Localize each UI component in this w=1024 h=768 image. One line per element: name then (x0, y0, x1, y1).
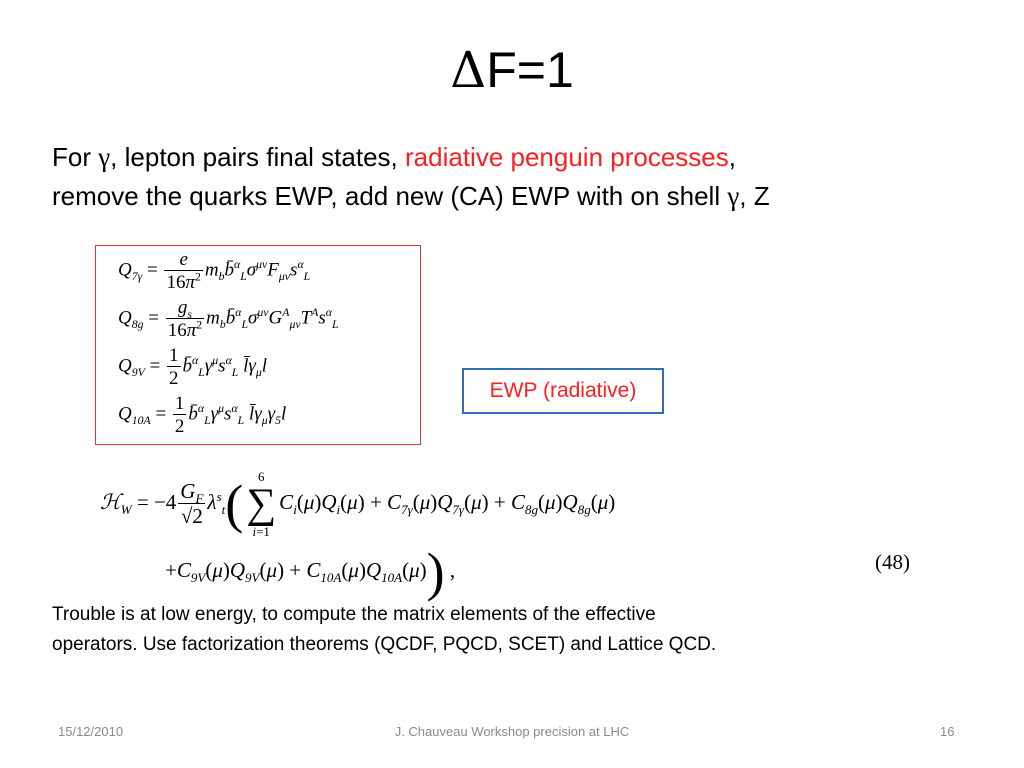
equation-q9v: $Q_{9V}$ = $\frac{1}{2}$ $b̄^\alpha_L\gamma^\mu s^\alpha_L$ $l̄\gamma_\mu l$ (118, 345, 268, 389)
ewp-radiative-label: EWP (radiative) (462, 368, 664, 414)
equation-q8g: $Q_{8g}$ = $\frac{g_s}{16\pi^2}$ $m_bb̄^\alpha_L\sigma^{\mu\nu}G^A_{\mu\nu}T^As^\alpha_L$ (118, 297, 339, 341)
equation-q10a: $Q_{10A}$ = $\frac{1}{2}$ $b̄^\alpha_L\gamma^\mu s^\alpha_L$ $l̄\gamma_\mu\gamma_5l$ (118, 393, 287, 437)
bullet-part: remove the quarks EWP, add new (CA) EWP with on shell (52, 181, 728, 211)
slide-title (0, 40, 1024, 100)
bullet-part: , lepton pairs final states, (110, 142, 405, 172)
equation-q7gamma: $Q_{7\gamma}$ = $\frac{e}{16\pi^2}$ $m_bb̄^\alpha_L\sigma^{\mu\nu}F_{\mu\nu}s^\alpha_L$ (118, 249, 311, 293)
title-delta-symbol: Δ (450, 41, 487, 99)
hamiltonian-line-1: ℋ$_W$ = −4 $\frac{G_F}{√2}$ $\lambda^s_t$( 6 ∑ i=1 $C_i(\mu)Q_i(\mu) + C_{7\gamma}(\mu)Q_{7\gamma}(\mu) + C_{8g}(\mu)Q_{8g}(\mu)$ (100, 469, 616, 539)
bullet-part: , (728, 142, 736, 172)
highlight-text: radiative penguin processes (405, 142, 729, 172)
bullet-part: For (52, 142, 99, 172)
hamiltonian-line-2: $+C_{9V}(\mu)Q_{9V}(\mu) + C_{10A}(\mu)Q_{10A}(\mu)$) , (165, 542, 456, 602)
footer-page-number: 16 (940, 724, 955, 739)
bullet-part: , Z (739, 181, 770, 211)
footer-date: 15/12/2010 (58, 724, 124, 739)
footer-title: J. Chauveau Workshop precision at LHC (394, 724, 630, 739)
note-line: Trouble is at low energy, to compute the matrix elements of the effective (52, 604, 656, 625)
gamma-symbol: γ (98, 142, 111, 172)
bullet-text (52, 138, 972, 216)
note-text (52, 600, 952, 660)
gamma-symbol: γ (727, 181, 740, 211)
note-line: operators. Use factorization theorems (QCDF, PQCD, SCET) and Lattice QCD. (52, 634, 717, 655)
equation-number: (48) (875, 550, 910, 574)
title-text: F=1 (486, 42, 574, 98)
operators-equation-box (95, 245, 421, 445)
